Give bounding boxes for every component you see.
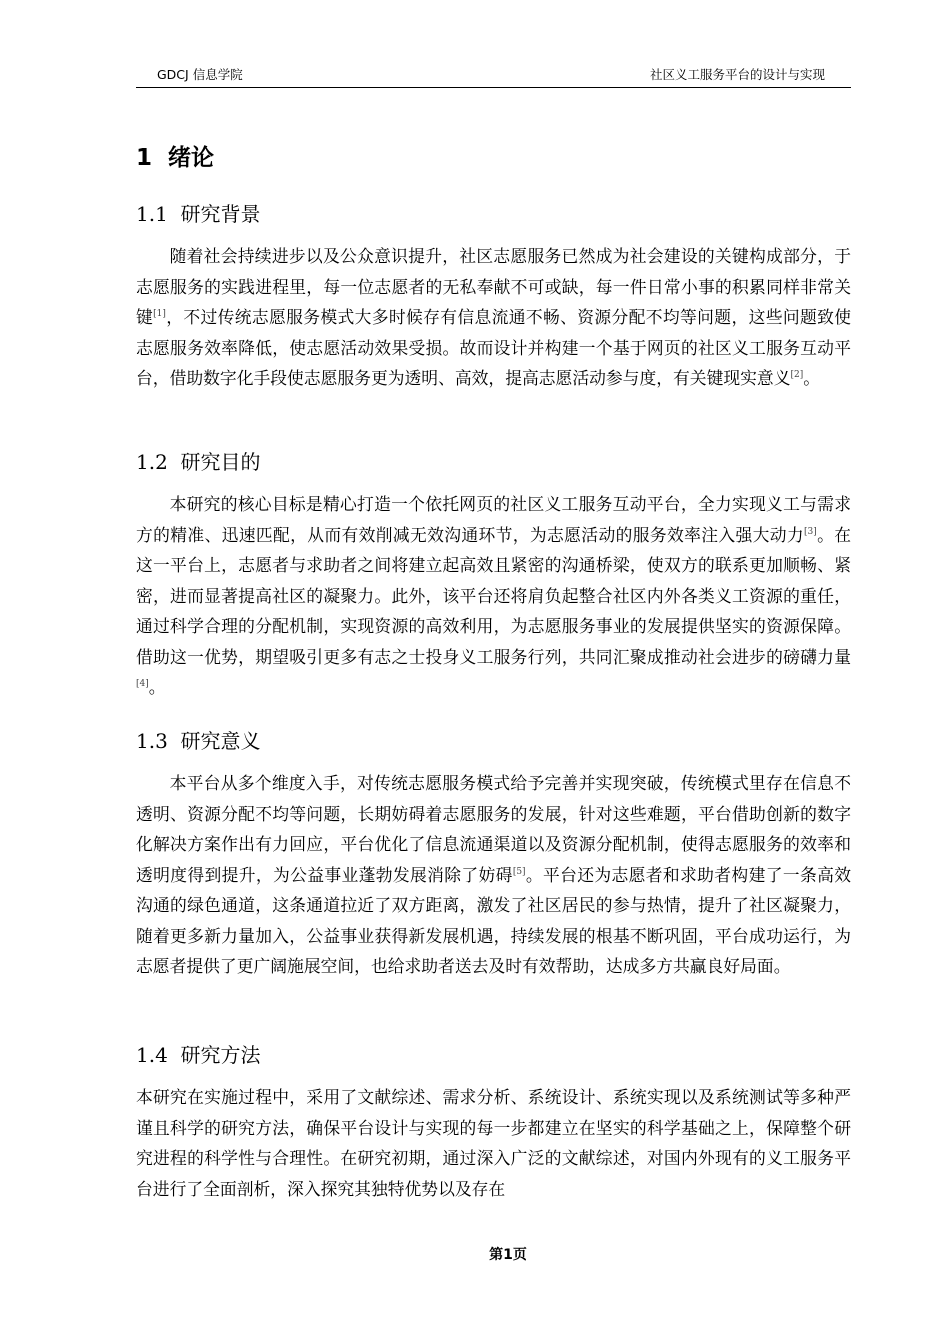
paragraph-methods (136, 1082, 851, 1204)
paragraph-text: ，不过传统志愿服务模式大多时候存有信息流通不畅、资源分配不均等问题，这些问题致使志愿服务效率降低，使志愿活动效果受损。故而设计并构建一个基于网页的社区义工服务互动平台，借助数字化手段使志愿服务更为透明、高效，提高志愿活动参与度，有关键现实意义 (136, 307, 851, 388)
citation-ref: [2] (790, 370, 804, 380)
citation-ref: [3] (803, 526, 817, 537)
paragraph-purpose (136, 489, 851, 703)
paragraph-text: 。平台还为志愿者和求助者构建了一条高效沟通的绿色通道，这条通道拉近了双方距离，激发了社区居民的参与热情，提升了社区凝聚力，随着更多新力量加入，公益事业获得新发展机遇，持续发展的根基不断巩固，平台成功运行，为志愿者提供了更广阔施展空间，也给求助者送去及时有效帮助，达成多方共赢良好局面。 (136, 864, 851, 976)
section-number: 1.2 (136, 450, 168, 474)
citation-ref: [4] (136, 679, 149, 689)
section-heading-purpose (136, 448, 261, 476)
chapter-heading (136, 141, 214, 175)
section-heading-significance (136, 727, 261, 755)
header-divider (136, 87, 851, 88)
citation-ref: [5] (512, 866, 526, 877)
section-title: 研究背景 (180, 202, 261, 226)
section-number: 1.1 (136, 202, 168, 226)
section-number: 1.3 (136, 729, 168, 753)
paragraph-text: 本平台从多个维度入手，对传统志愿服务模式给予完善并实现突破，传统模式里存在信息不透明、资源分配不均等问题，长期妨碍着志愿服务的发展，针对这些难题，平台借助创新的数字化解决方案作出有力回应，平台优化了信息流通渠道以及资源分配机制，使得志愿服务的效率和透明度得到提升，为公益事业蓬勃发展消除了妨碍 (136, 773, 851, 885)
running-header-left: GDCJ 信息学院 (157, 67, 243, 82)
chapter-number: 1 (136, 145, 153, 171)
paragraph-text: 本研究的核心目标是精心打造一个依托网页的社区义工服务互动平台，全力实现义工与需求方的精准、迅速匹配，从而有效削减无效沟通环节，为志愿活动的服务效率注入强大动力 (136, 494, 851, 545)
chapter-title: 绪论 (168, 145, 215, 171)
section-title: 研究意义 (180, 729, 261, 753)
paragraph-text: 。 (148, 677, 166, 697)
section-heading-background (136, 200, 261, 228)
paragraph-text: 随着社会持续进步以及公众意识提升，社区志愿服务已然成为社会建设的关键构成部分，于志愿服务的实践进程里，每一位志愿者的无私奉献不可或缺，每一件日常小事的积累同样非常关键 (136, 246, 851, 327)
section-heading-methods (136, 1041, 261, 1069)
running-header-right: 社区义工服务平台的设计与实现 (649, 67, 825, 82)
section-title: 研究目的 (180, 450, 261, 474)
citation-ref: [1] (153, 309, 166, 319)
paragraph-text: 。 (803, 368, 821, 388)
paragraph-text: 本研究在实施过程中，采用了文献综述、需求分析、系统设计、系统实现以及系统测试等多种严谨且科学的研究方法，确保平台设计与实现的每一步都建立在坚实的科学基础之上，保障整个研究进程的科学性与合理性。在研究初期，通过深入广泛的文献综述，对国内外现有的义工服务平台进行了全面剖析，深入探究其独特优势以及存在 (136, 1087, 851, 1199)
section-title: 研究方法 (180, 1043, 261, 1067)
paragraph-text: 。在这一平台上，志愿者与求助者之间将建立起高效且紧密的沟通桥梁，使双方的联系更加顺畅、紧密，进而显著提高社区的凝聚力。此外，该平台还将肩负起整合社区内外各类义工资源的重任，通过科学合理的分配机制，实现资源的高效利用，为志愿服务事业的发展提供坚实的资源保障。借助这一优势，期望吸引更多有志之士投身义工服务行列，共同汇聚成推动社会进步的磅礴力量 (136, 524, 851, 667)
paragraph-background (136, 241, 851, 394)
section-number: 1.4 (136, 1043, 168, 1067)
paragraph-significance (136, 768, 851, 982)
page-number: 第1页 (489, 1247, 527, 1263)
